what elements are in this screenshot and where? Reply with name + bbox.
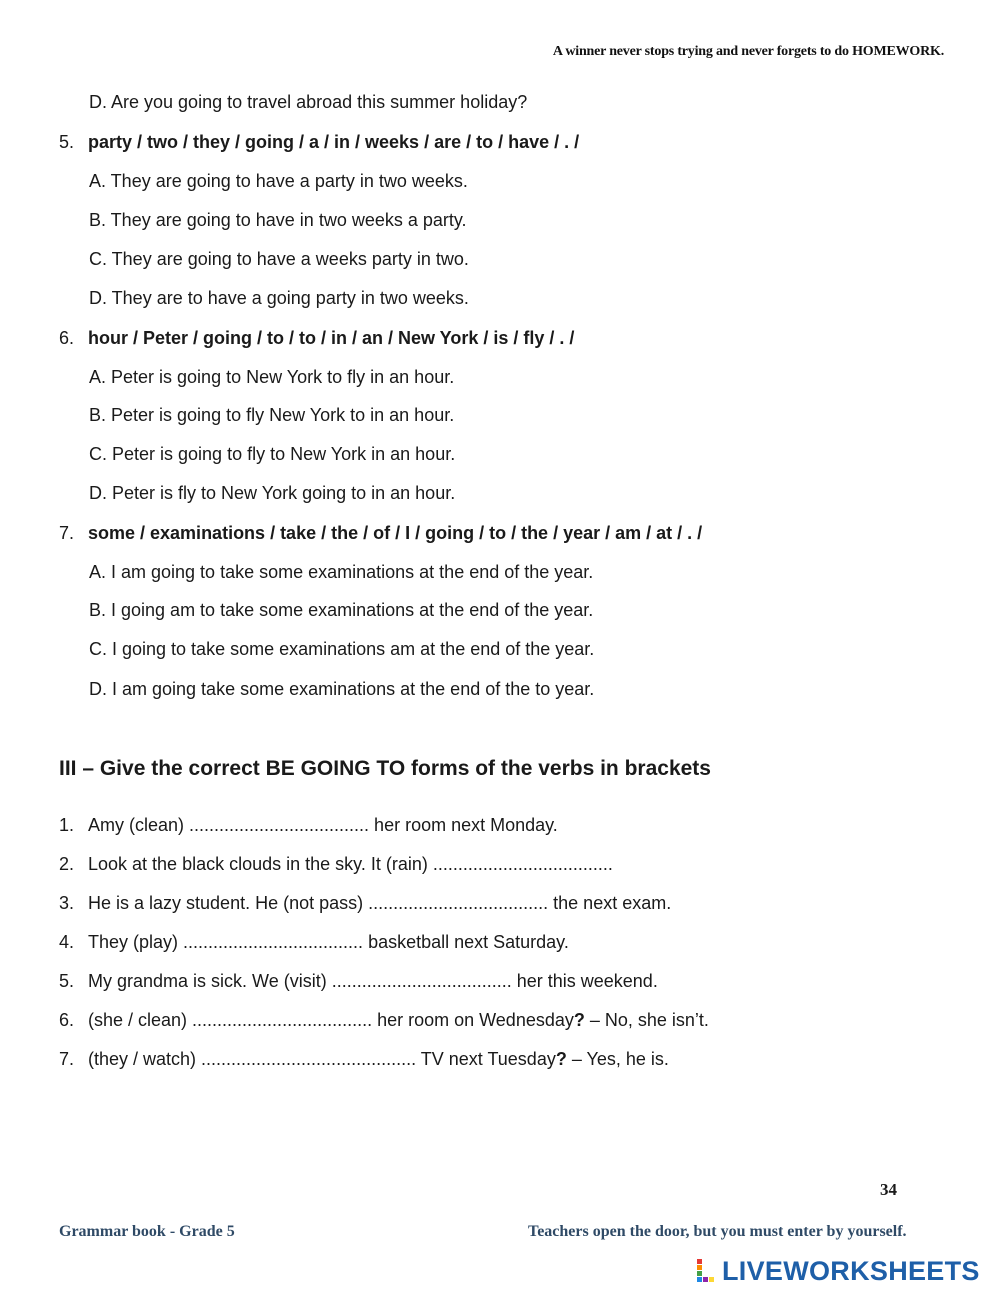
question-6: [59, 328, 574, 349]
item-answer: – No, she isn’t.: [584, 1010, 709, 1030]
option-5a[interactable]: A. They are going to have a party in two weeks.: [89, 171, 468, 191]
footer-book-title: Grammar book - Grade 5: [59, 1223, 235, 1240]
option-5d[interactable]: D. They are to have a going party in two weeks.: [89, 288, 469, 308]
option-5c[interactable]: C. They are going to have a weeks party in two.: [89, 249, 469, 269]
item-number: 3.: [59, 893, 75, 913]
option-7c[interactable]: C. I going to take some examinations am at the end of the year.: [89, 639, 595, 659]
exercise-item-5[interactable]: [59, 971, 658, 992]
liveworksheets-wordmark: LIVEWORKSHEETS: [722, 1255, 980, 1286]
option-5b[interactable]: B. They are going to have in two weeks a party.: [89, 210, 467, 230]
option-7a[interactable]: A. I am going to take some examinations at the end of the year.: [89, 562, 594, 582]
item-text: (they / watch) ........................................... TV next Tuesday: [88, 1049, 556, 1069]
question-words: party / two / they / going / a / in / weeks / are / to / have / . /: [88, 132, 580, 152]
item-text: (she / clean) .................................... her room on Wednesday: [88, 1010, 574, 1030]
question-number: 7.: [59, 523, 75, 543]
exercise-item-6[interactable]: [59, 1010, 709, 1031]
item-text: My grandma is sick. We (visit) .................................... her this weekend.: [88, 971, 658, 991]
liveworksheets-brand[interactable]: [697, 1256, 980, 1286]
item-text: They (play) .................................... basketball next Saturday.: [88, 932, 569, 952]
question-5: [59, 132, 579, 153]
exercise-item-2[interactable]: [59, 854, 613, 875]
item-number: 1.: [59, 815, 75, 835]
item-text: Look at the black clouds in the sky. It (rain) ....................................: [88, 854, 613, 874]
question-mark: ?: [573, 1010, 585, 1030]
option-6d[interactable]: D. Peter is fly to New York going to in an hour.: [89, 483, 456, 503]
option-6a[interactable]: A. Peter is going to New York to fly in an hour.: [89, 367, 455, 387]
option-7d[interactable]: D. I am going take some examinations at the end of the to year.: [89, 679, 595, 699]
liveworksheets-logo-icon: [697, 1259, 719, 1283]
section-3-title: III – Give the correct BE GOING TO forms of the verbs in brackets: [59, 757, 711, 780]
question-number: 5.: [59, 132, 75, 152]
exercise-item-1[interactable]: [59, 815, 558, 836]
header-motto: A winner never stops trying and never forgets to do HOMEWORK.: [552, 44, 944, 59]
question-words: some / examinations / take / the / of / I / going / to / the / year / am / at / . /: [88, 523, 703, 543]
item-text: He is a lazy student. He (not pass) .................................... the next exam.: [88, 893, 672, 913]
footer-quote: Teachers open the door, but you must enter by yourself.: [528, 1223, 907, 1240]
question-7: [59, 523, 702, 544]
item-number: 2.: [59, 854, 75, 874]
question-number: 6.: [59, 328, 75, 348]
page-number: 34: [880, 1180, 897, 1199]
option-6c[interactable]: C. Peter is going to fly to New York in an hour.: [89, 444, 456, 464]
option-4d: D. Are you going to travel abroad this summer holiday?: [89, 92, 528, 112]
item-number: 6.: [59, 1010, 75, 1030]
question-mark: ?: [555, 1049, 567, 1069]
exercise-item-3[interactable]: [59, 893, 671, 914]
exercise-item-7[interactable]: [59, 1049, 669, 1070]
item-number: 4.: [59, 932, 75, 952]
item-answer: – Yes, he is.: [566, 1049, 669, 1069]
option-6b[interactable]: B. Peter is going to fly New York to in an hour.: [89, 405, 455, 425]
item-number: 5.: [59, 971, 75, 991]
exercise-item-4[interactable]: [59, 932, 569, 953]
question-words: hour / Peter / going / to / to / in / an / New York / is / fly / . /: [88, 328, 575, 348]
option-7b[interactable]: B. I going am to take some examinations at the end of the year.: [89, 600, 594, 620]
item-text: Amy (clean) .................................... her room next Monday.: [88, 815, 558, 835]
item-number: 7.: [59, 1049, 75, 1069]
